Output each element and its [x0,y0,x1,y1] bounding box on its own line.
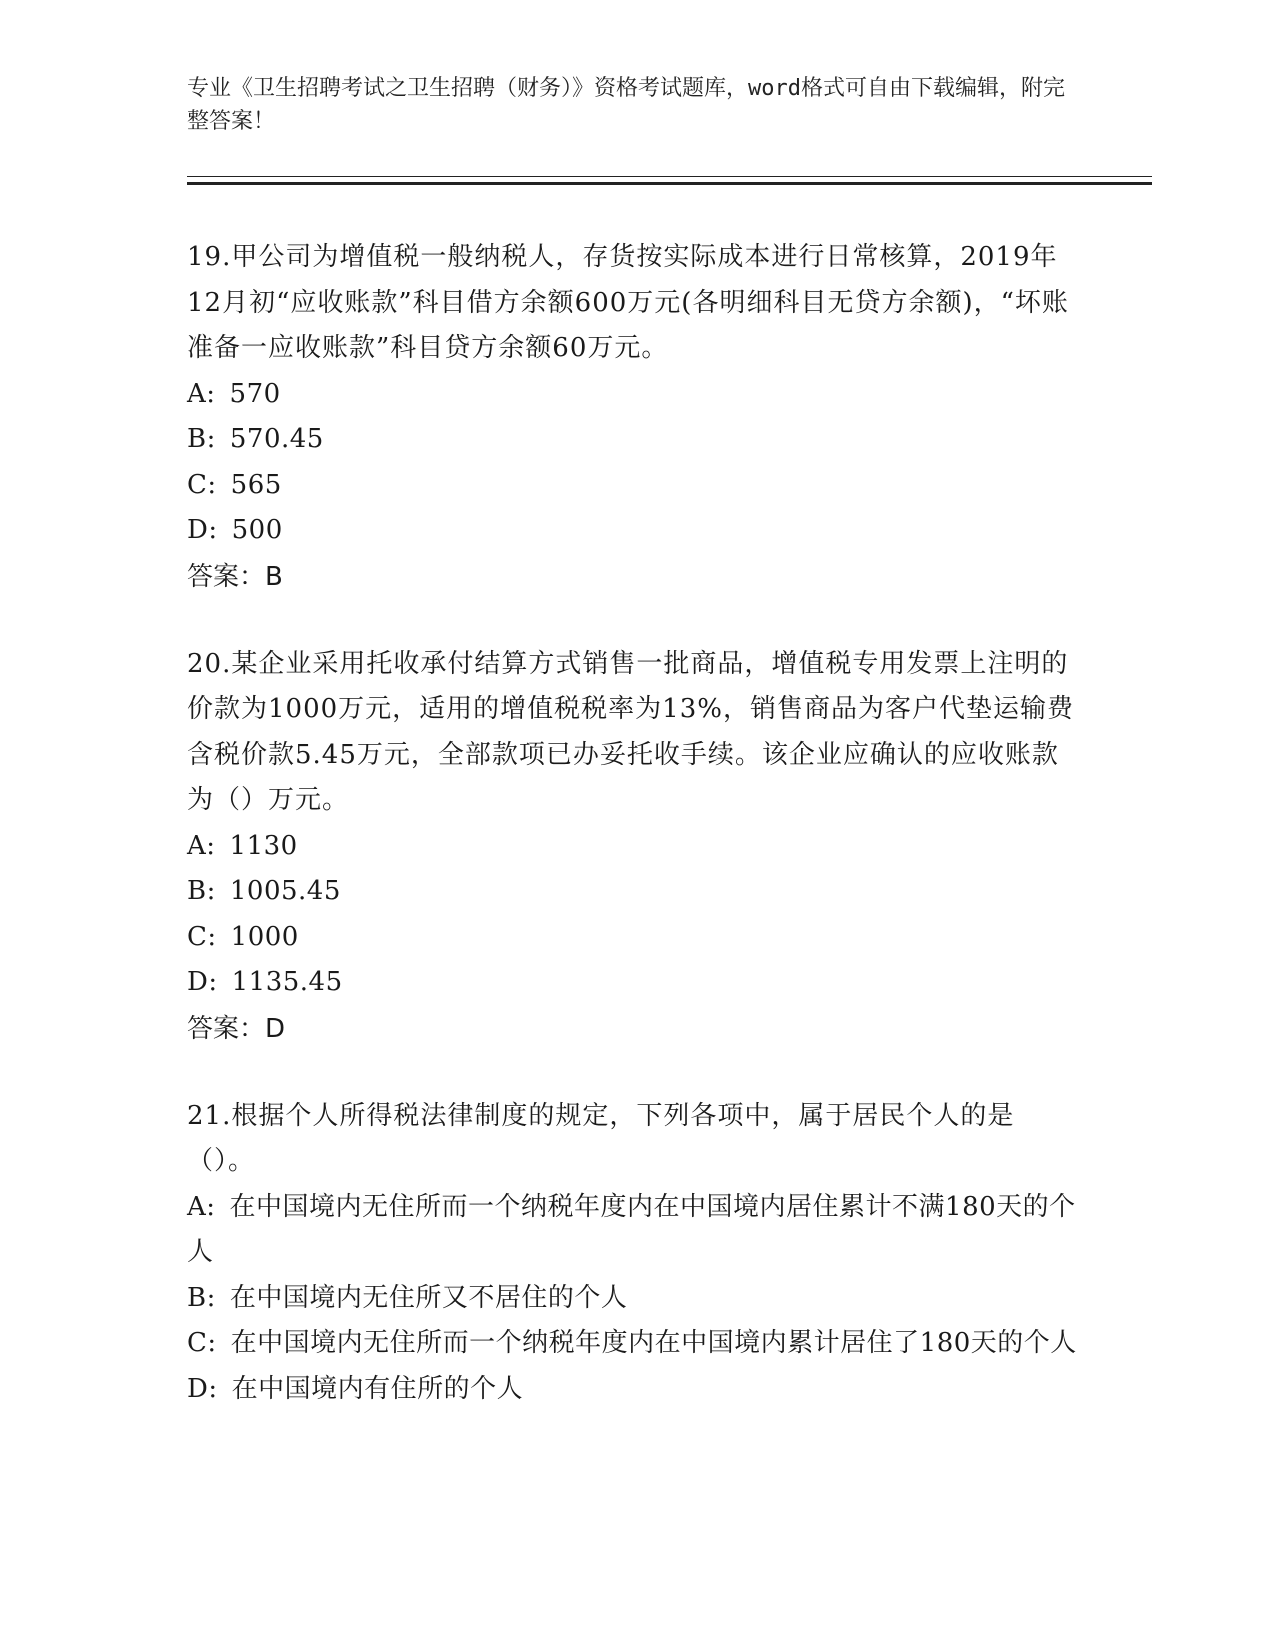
page-header [187,72,1067,138]
option-d [187,508,1077,554]
option-text: 500 [231,515,283,545]
option-text: 在中国境内有住所的个人 [231,1373,524,1404]
option-text: 在中国境内无住所而一个纳税年度内在中国境内居住累计不满180天的个人 [187,1191,1076,1267]
question-text: 19.甲公司为增值税一般纳税人，存货按实际成本进行日常核算，2019年12月初“应收账款”科目借方余额600万元(各明细科目无贷方余额)，“坏账准备一应收账款”科目贷方余额60万元。 [187,242,1069,363]
question-text: 21.根据个人所得税法律制度的规定，下列各项中，属于居民个人的是（）。 [187,1100,1015,1176]
question-19 [187,235,1077,600]
option-label: C: [187,921,217,952]
question-20 [187,642,1077,1052]
option-label: A: [187,378,216,409]
option-b [187,869,1077,915]
option-label: C: [187,469,217,500]
option-b [187,417,1077,463]
option-label: A: [187,830,216,861]
option-text: 1005.45 [229,876,341,906]
option-label: D: [187,515,218,545]
question-list [187,235,1077,1454]
option-label: A: [187,1191,216,1222]
option-label: B: [187,424,216,454]
option-c [187,915,1077,961]
option-b [187,1276,1077,1322]
option-text: 在中国境内无住所又不居住的个人 [229,1282,628,1313]
option-label: D: [187,1373,218,1404]
option-text: 1130 [229,830,298,861]
option-a [187,824,1077,870]
header-divider-thick [187,182,1152,185]
option-text: 570.45 [229,424,324,454]
option-d [187,1367,1077,1413]
question-21 [187,1094,1077,1413]
option-label: B: [187,876,216,906]
option-c [187,1321,1077,1367]
option-text: 在中国境内无住所而一个纳税年度内在中国境内累计居住了180天的个人 [230,1328,1077,1358]
option-c [187,463,1077,509]
option-label: B: [187,1282,216,1313]
option-text: 570 [229,378,281,409]
option-label: C: [187,1328,217,1358]
option-label: D: [187,967,218,997]
header-divider-thin [187,176,1152,177]
answer-text: 答案：D [187,1013,286,1044]
option-a [187,372,1077,418]
option-text: 565 [230,469,282,500]
option-text: 1135.45 [231,967,343,997]
question-text: 20.某企业采用托收承付结算方式销售一批商品，增值税专用发票上注明的价款为1000万元，适用的增值税税率为13%，销售商品为客户代垫运输费含税价款5.45万元，全部款项已办妥托收手续。该企业应确认的应收账款为（）万元。 [187,648,1074,815]
option-d [187,960,1077,1006]
header-text: 专业《卫生招聘考试之卫生招聘（财务）》资格考试题库，word格式可自由下载编辑，附完整答案！ [187,76,1065,134]
option-a [187,1185,1077,1276]
answer-text: 答案：B [187,561,283,592]
option-text: 1000 [230,921,299,952]
